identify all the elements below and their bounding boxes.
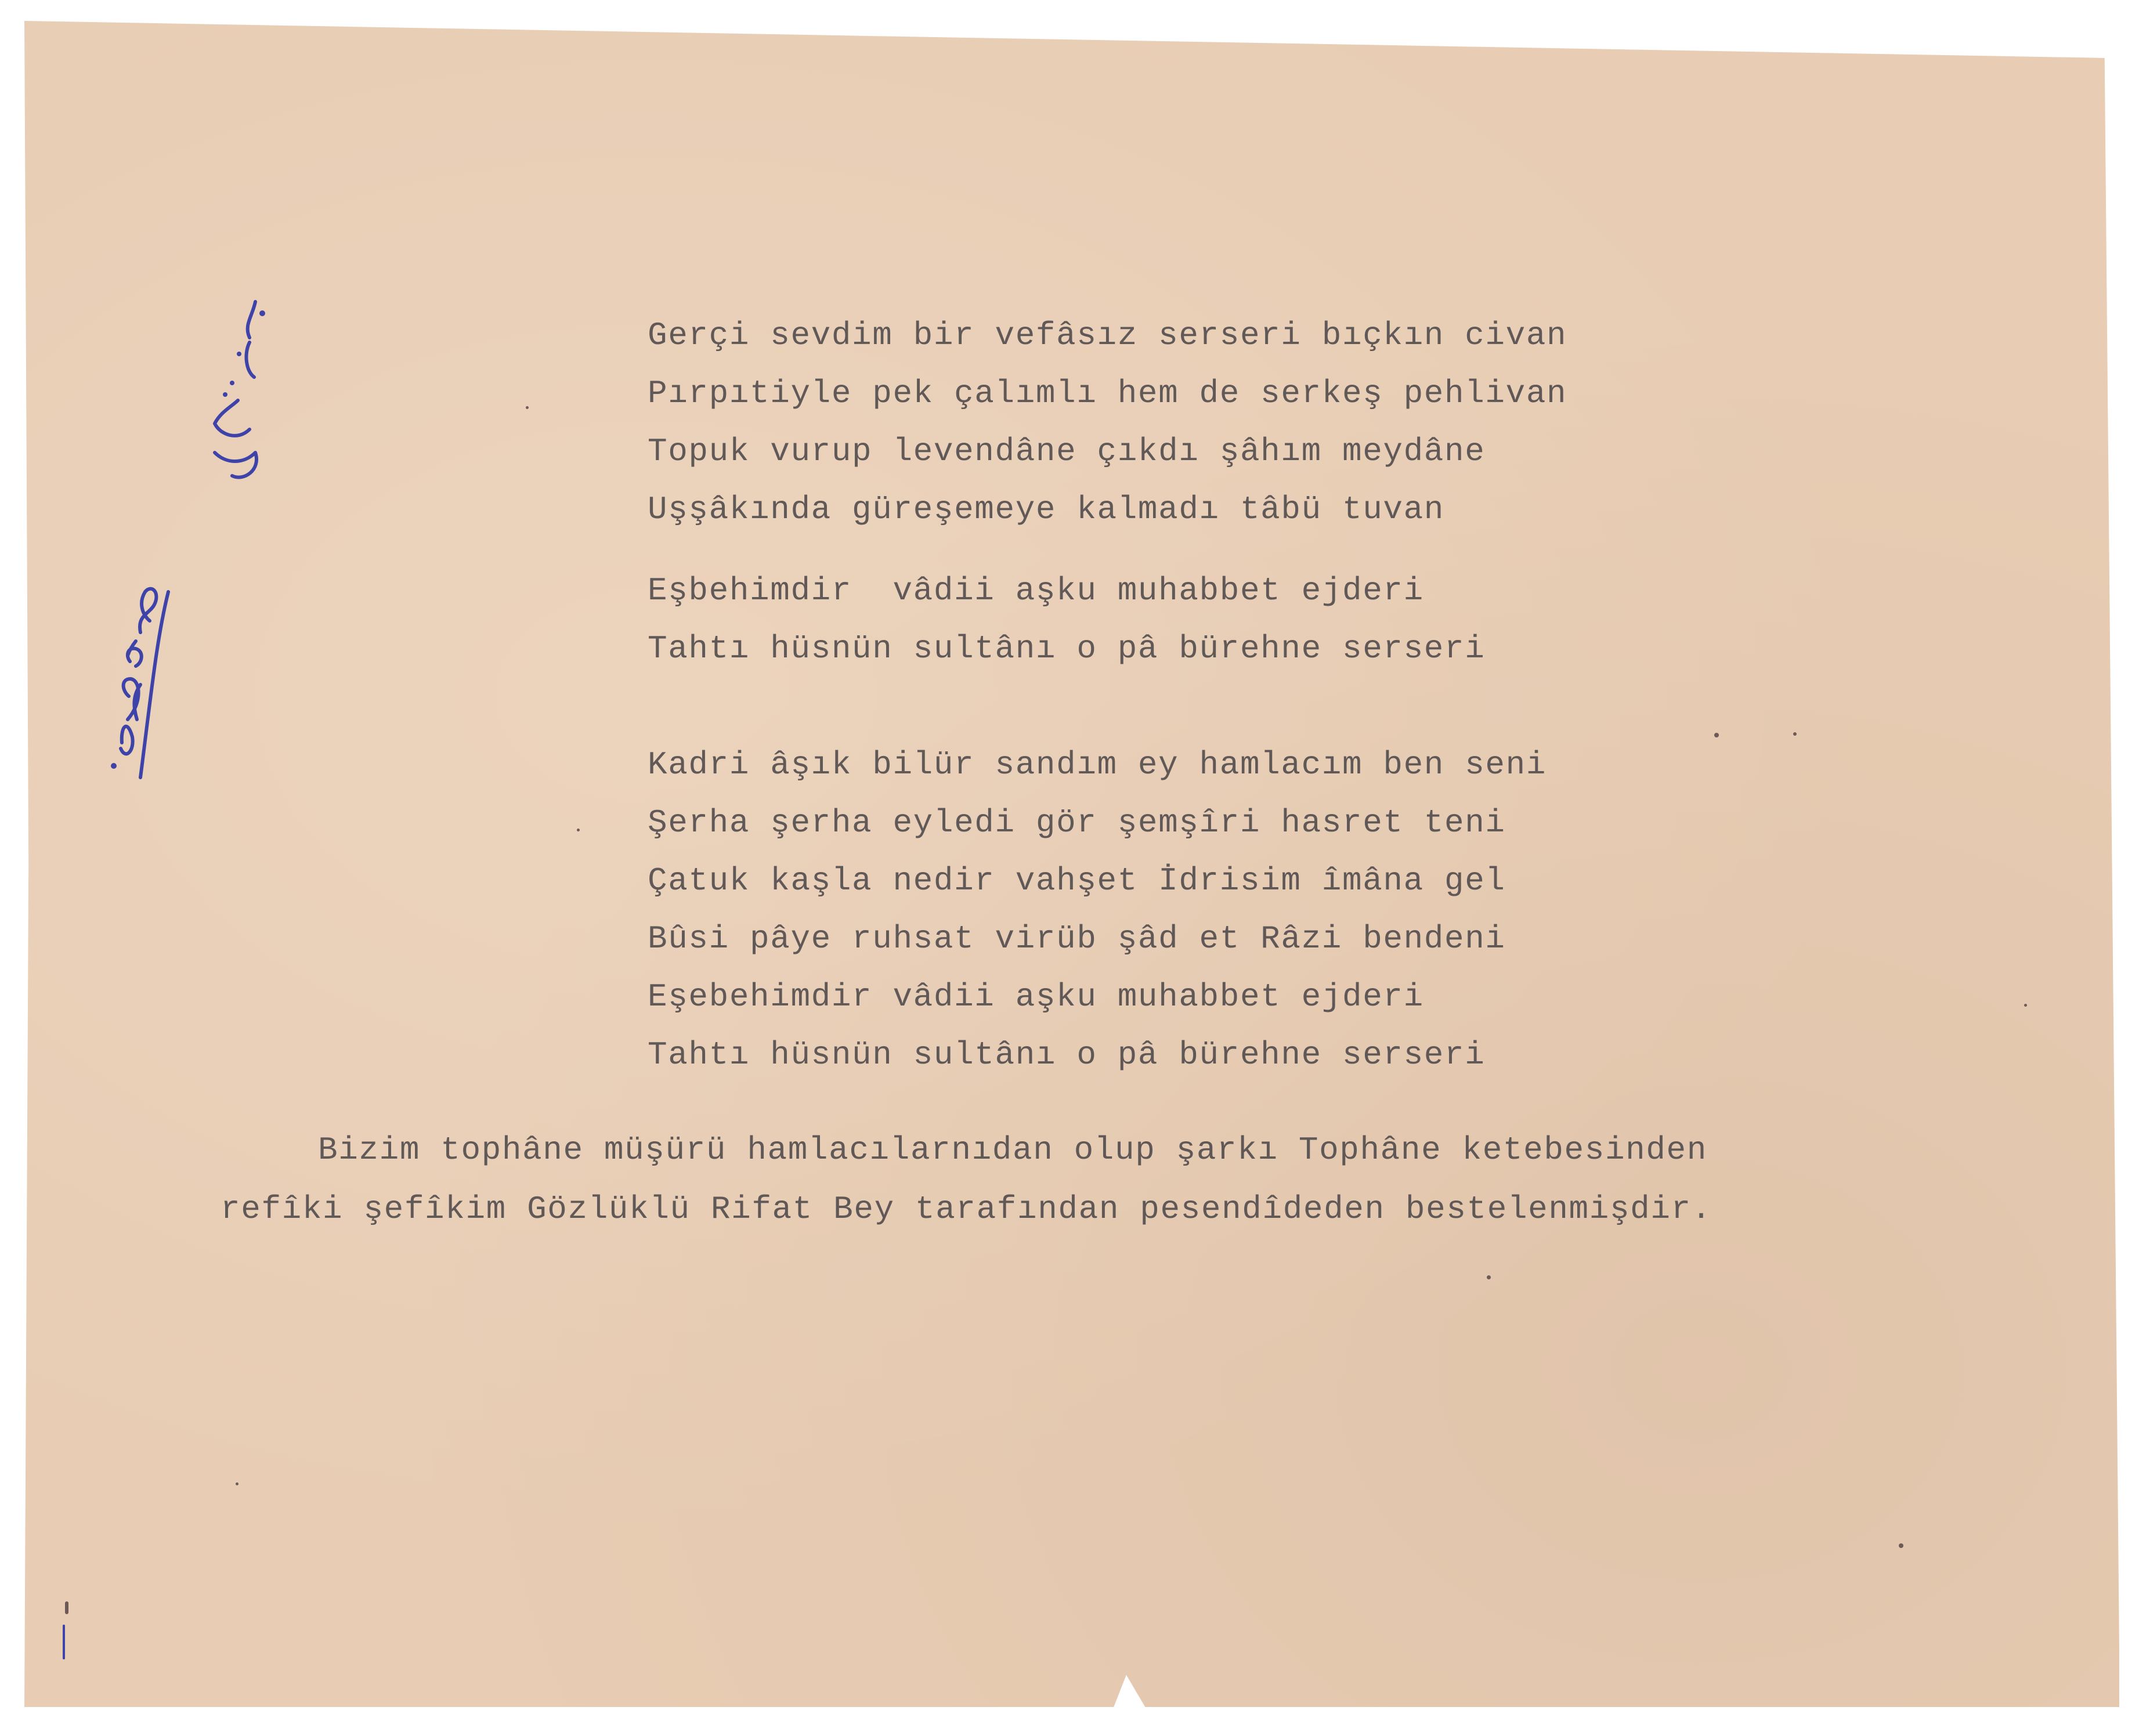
ink-speck [1714,733,1719,737]
verse-line: Bûsi pâye ruhsat virüb şâd et Râzi bendeni [648,920,1506,957]
ink-mark [63,1625,65,1659]
verse-line: Çatuk kaşla nedir vahşet İdrisim îmâna gel [648,862,1506,899]
verse-line: Pırpıtiyle pek çalımlı hem de serkeş pehlivan [648,375,1567,412]
verse-line: Tahtı hüsnün sultânı o pâ bürehne serseri [648,630,1486,667]
ink-speck [1793,732,1797,736]
ink-speck [2024,1004,2027,1007]
stanza-2 [648,736,1547,1084]
ink-speck [526,406,529,409]
ink-speck [577,829,580,831]
verse-line: Eşbehimdir vâdii aşku muhabbet ejderi [648,572,1424,609]
ink-speck [1487,1275,1491,1279]
note-line-1: Bizim tophâne müşürü hamlacılarnıdan olup şarkı Tophâne ketebesinden [318,1131,1707,1169]
ink-mark [65,1601,68,1614]
verse-line: Şerha şerha eyledi gör şemşîri hasret teni [648,804,1506,841]
verse-line: Gerçi sevdim bir vefâsız serseri bıçkın civan [648,317,1567,354]
handwritten-arabic-annotation [197,290,279,499]
verse-line: Topuk vurup levendâne çıkdı şâhım meydâne [648,433,1486,470]
note-line-2: refîki şefîkim Gözlüklü Rifat Bey tarafından pesendîdeden bestelenmişdir. [221,1191,1712,1228]
verse-line: Kadri âşık bilür sandım ey hamlacım ben seni [648,746,1547,783]
ink-speck [1899,1543,1903,1548]
refrain-1 [648,562,1485,678]
verse-line: Eşebehimdir vâdii aşku muhabbet ejderi [648,978,1424,1015]
verse-line: Uşşâkında güreşemeye kalmadı tâbü tuvan [648,491,1445,528]
verse-line: Tahtı hüsnün sultânı o pâ bürehne serseri [648,1036,1486,1073]
handwritten-idris-signature [87,551,192,795]
stanza-1 [648,306,1567,538]
ink-speck [236,1482,239,1485]
